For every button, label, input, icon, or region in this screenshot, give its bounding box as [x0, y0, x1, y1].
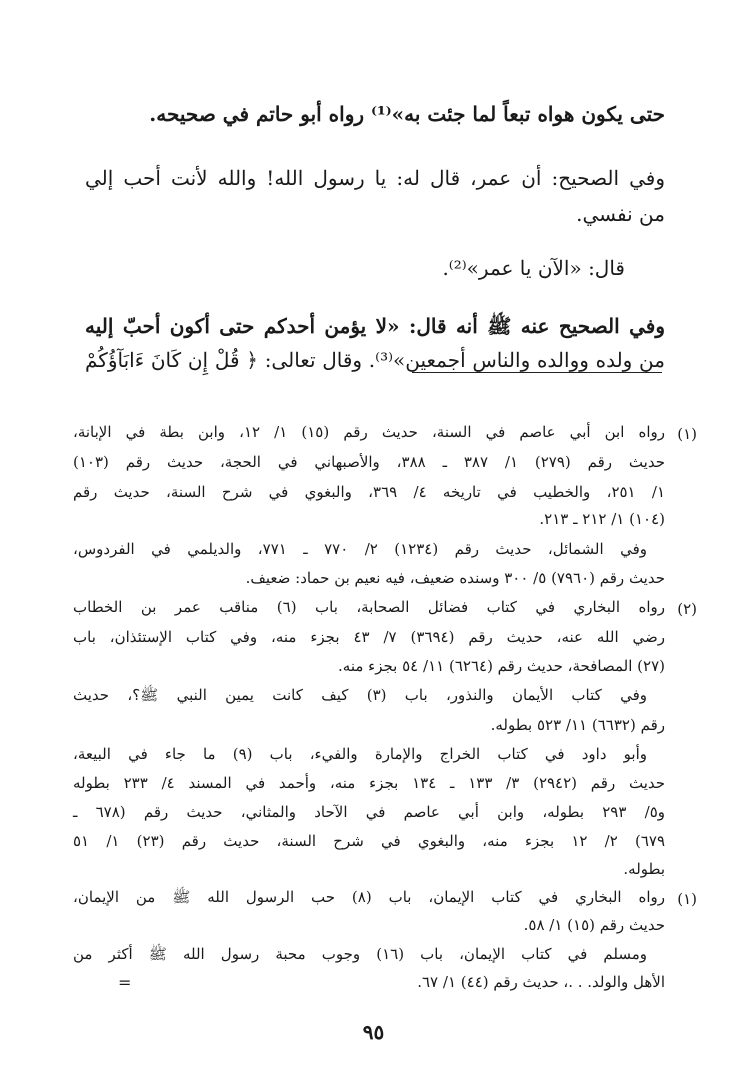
footnote-line: حديث رقم (٢٧٩) ١/ ٣٨٧ ـ ٣٨٨، والأصبهاني في الحجة، حديث رقم (١٠٣) — [73, 453, 665, 471]
main-text-line: وفي الصحيح: أن عمر، قال له: يا رسول الله! والله لأنت أحب إلي — [85, 166, 665, 190]
footnote-line: و٥/ ٢٩٣ بطوله، وابن أبي عاصم في الآحاد والمثاني، حديث رقم (٦٧٨ ـ — [73, 803, 666, 821]
footnote-line: وفي الشمائل، حديث رقم (١٢٣٤) ٢/ ٧٧٠ ـ ٧٧١، والديلمي في الفردوس، — [73, 540, 647, 558]
continuation-mark: = — [118, 973, 132, 992]
footnote-line: ومسلم في كتاب الإيمان، باب (١٦) وجوب محبة رسول الله ﷺ أكثر من — [73, 945, 647, 963]
footnote-line: حديث رقم (٢٩٤٢) ٣/ ١٣٣ ـ ١٣٤ بجزء منه، وأحمد في المسند ٤/ ٢٣٣ بطوله — [73, 774, 666, 792]
footnote-line: حديث رقم (٧٩٦٠) ٥/ ٣٠٠ وسنده ضعيف، فيه نعيم بن حماد: ضعيف. — [245, 569, 665, 587]
footnote-number: (١) — [677, 425, 697, 443]
footnote-line: الأهل والولد. . .، حديث رقم (٤٤) ١/ ٦٧. — [417, 973, 665, 991]
footnote-line: ١/ ٢٥١، والخطيب في تاريخه ٤/ ٣٦٩، والبغوي في شرح السنة، حديث رقم — [73, 483, 666, 501]
footnote-line: رقم (٦٦٣٢) ١١/ ٥٢٣ بطوله. — [490, 716, 665, 734]
footnote-line: ٦٧٩) ٢/ ١٢ بجزء منه، والبغوي في شرح السنة، حديث رقم (٢٣) ١/ ٥١ — [73, 832, 666, 850]
page-number: ٩٥ — [362, 1020, 385, 1044]
footnote-line: بطوله. — [623, 860, 665, 878]
footnote-line: رواه ابن أبي عاصم في السنة، حديث رقم (١٥) ١/ ١٢، وابن بطة في الإبانة، — [73, 423, 665, 441]
footnote-line: رواه البخاري في كتاب الإيمان، باب (٨) حب الرسول الله ﷺ من الإيمان، — [73, 888, 665, 906]
footnote-line: وفي كتاب الأيمان والنذور، باب (٣) كيف كانت يمين النبي ﷺ؟، حديث — [73, 686, 648, 704]
main-text-line: من ولده ووالده والناس أجمعين»⁽³⁾. وقال تعالى: ﴿ قُلْ إِن كَانَ ءَابَآؤُكُمْ — [85, 348, 665, 372]
footnote-line: حديث رقم (١٥) ١/ ٥٨. — [523, 916, 665, 934]
footnote-line: (١٠٤) ١/ ٢١٢ ـ ٢١٣. — [539, 510, 665, 528]
main-text-line: قال: «الآن يا عمر»⁽²⁾. — [442, 256, 625, 280]
footnote-number: (١) — [677, 890, 697, 908]
main-text-line: وفي الصحيح عنه ﷺ أنه قال: «لا يؤمن أحدكم حتى أكون أحبّ إليه — [85, 314, 665, 338]
footnote-number: (٢) — [677, 600, 697, 618]
main-text-line: حتى يكون هواه تبعاً لما جئت به»⁽¹⁾ رواه أبو حاتم في صحيحه. — [149, 102, 665, 126]
footnote-line: رواه البخاري في كتاب فضائل الصحابة، باب (٦) مناقب عمر بن الخطاب — [73, 598, 665, 616]
footnote-line: رضي الله عنه، حديث رقم (٣٦٩٤) ٧/ ٤٣ بجزء منه، وفي كتاب الإستئذان، باب — [73, 628, 666, 646]
main-text-line: من نفسي. — [576, 202, 665, 226]
footnote-line: وأبو داود في كتاب الخراج والإمارة والفيء، باب (٩) ما جاء في البيعة، — [73, 745, 647, 763]
footnote-line: (٢٧) المصافحة، حديث رقم (٦٢٦٤) ١١/ ٥٤ بجزء منه. — [338, 657, 665, 675]
footnote-separator — [412, 372, 662, 373]
